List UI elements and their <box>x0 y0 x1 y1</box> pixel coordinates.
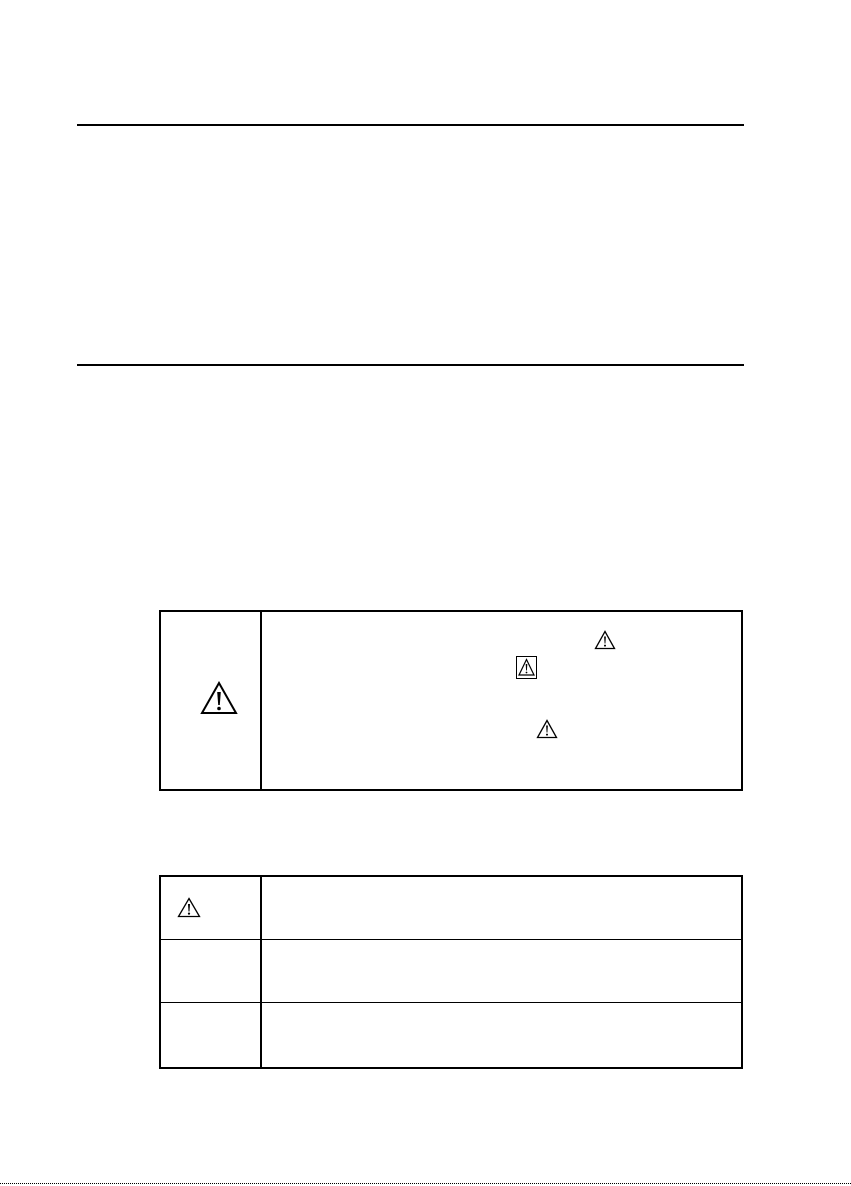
boxed-warning-triangle-icon <box>516 656 537 679</box>
legend-row-separator <box>161 939 741 940</box>
top-horizontal-rule <box>77 124 744 126</box>
middle-horizontal-rule <box>77 364 744 366</box>
legend-row-separator <box>161 1002 741 1003</box>
warning-box <box>159 610 743 791</box>
page-bottom-dotted-line <box>0 1183 851 1184</box>
legend-table-divider <box>260 877 262 1067</box>
warning-triangle-icon <box>200 681 238 715</box>
warning-triangle-icon <box>536 719 558 739</box>
warning-triangle-icon <box>177 897 201 918</box>
warning-box-divider <box>260 612 262 789</box>
legend-table <box>159 875 743 1069</box>
warning-triangle-icon <box>594 630 616 650</box>
